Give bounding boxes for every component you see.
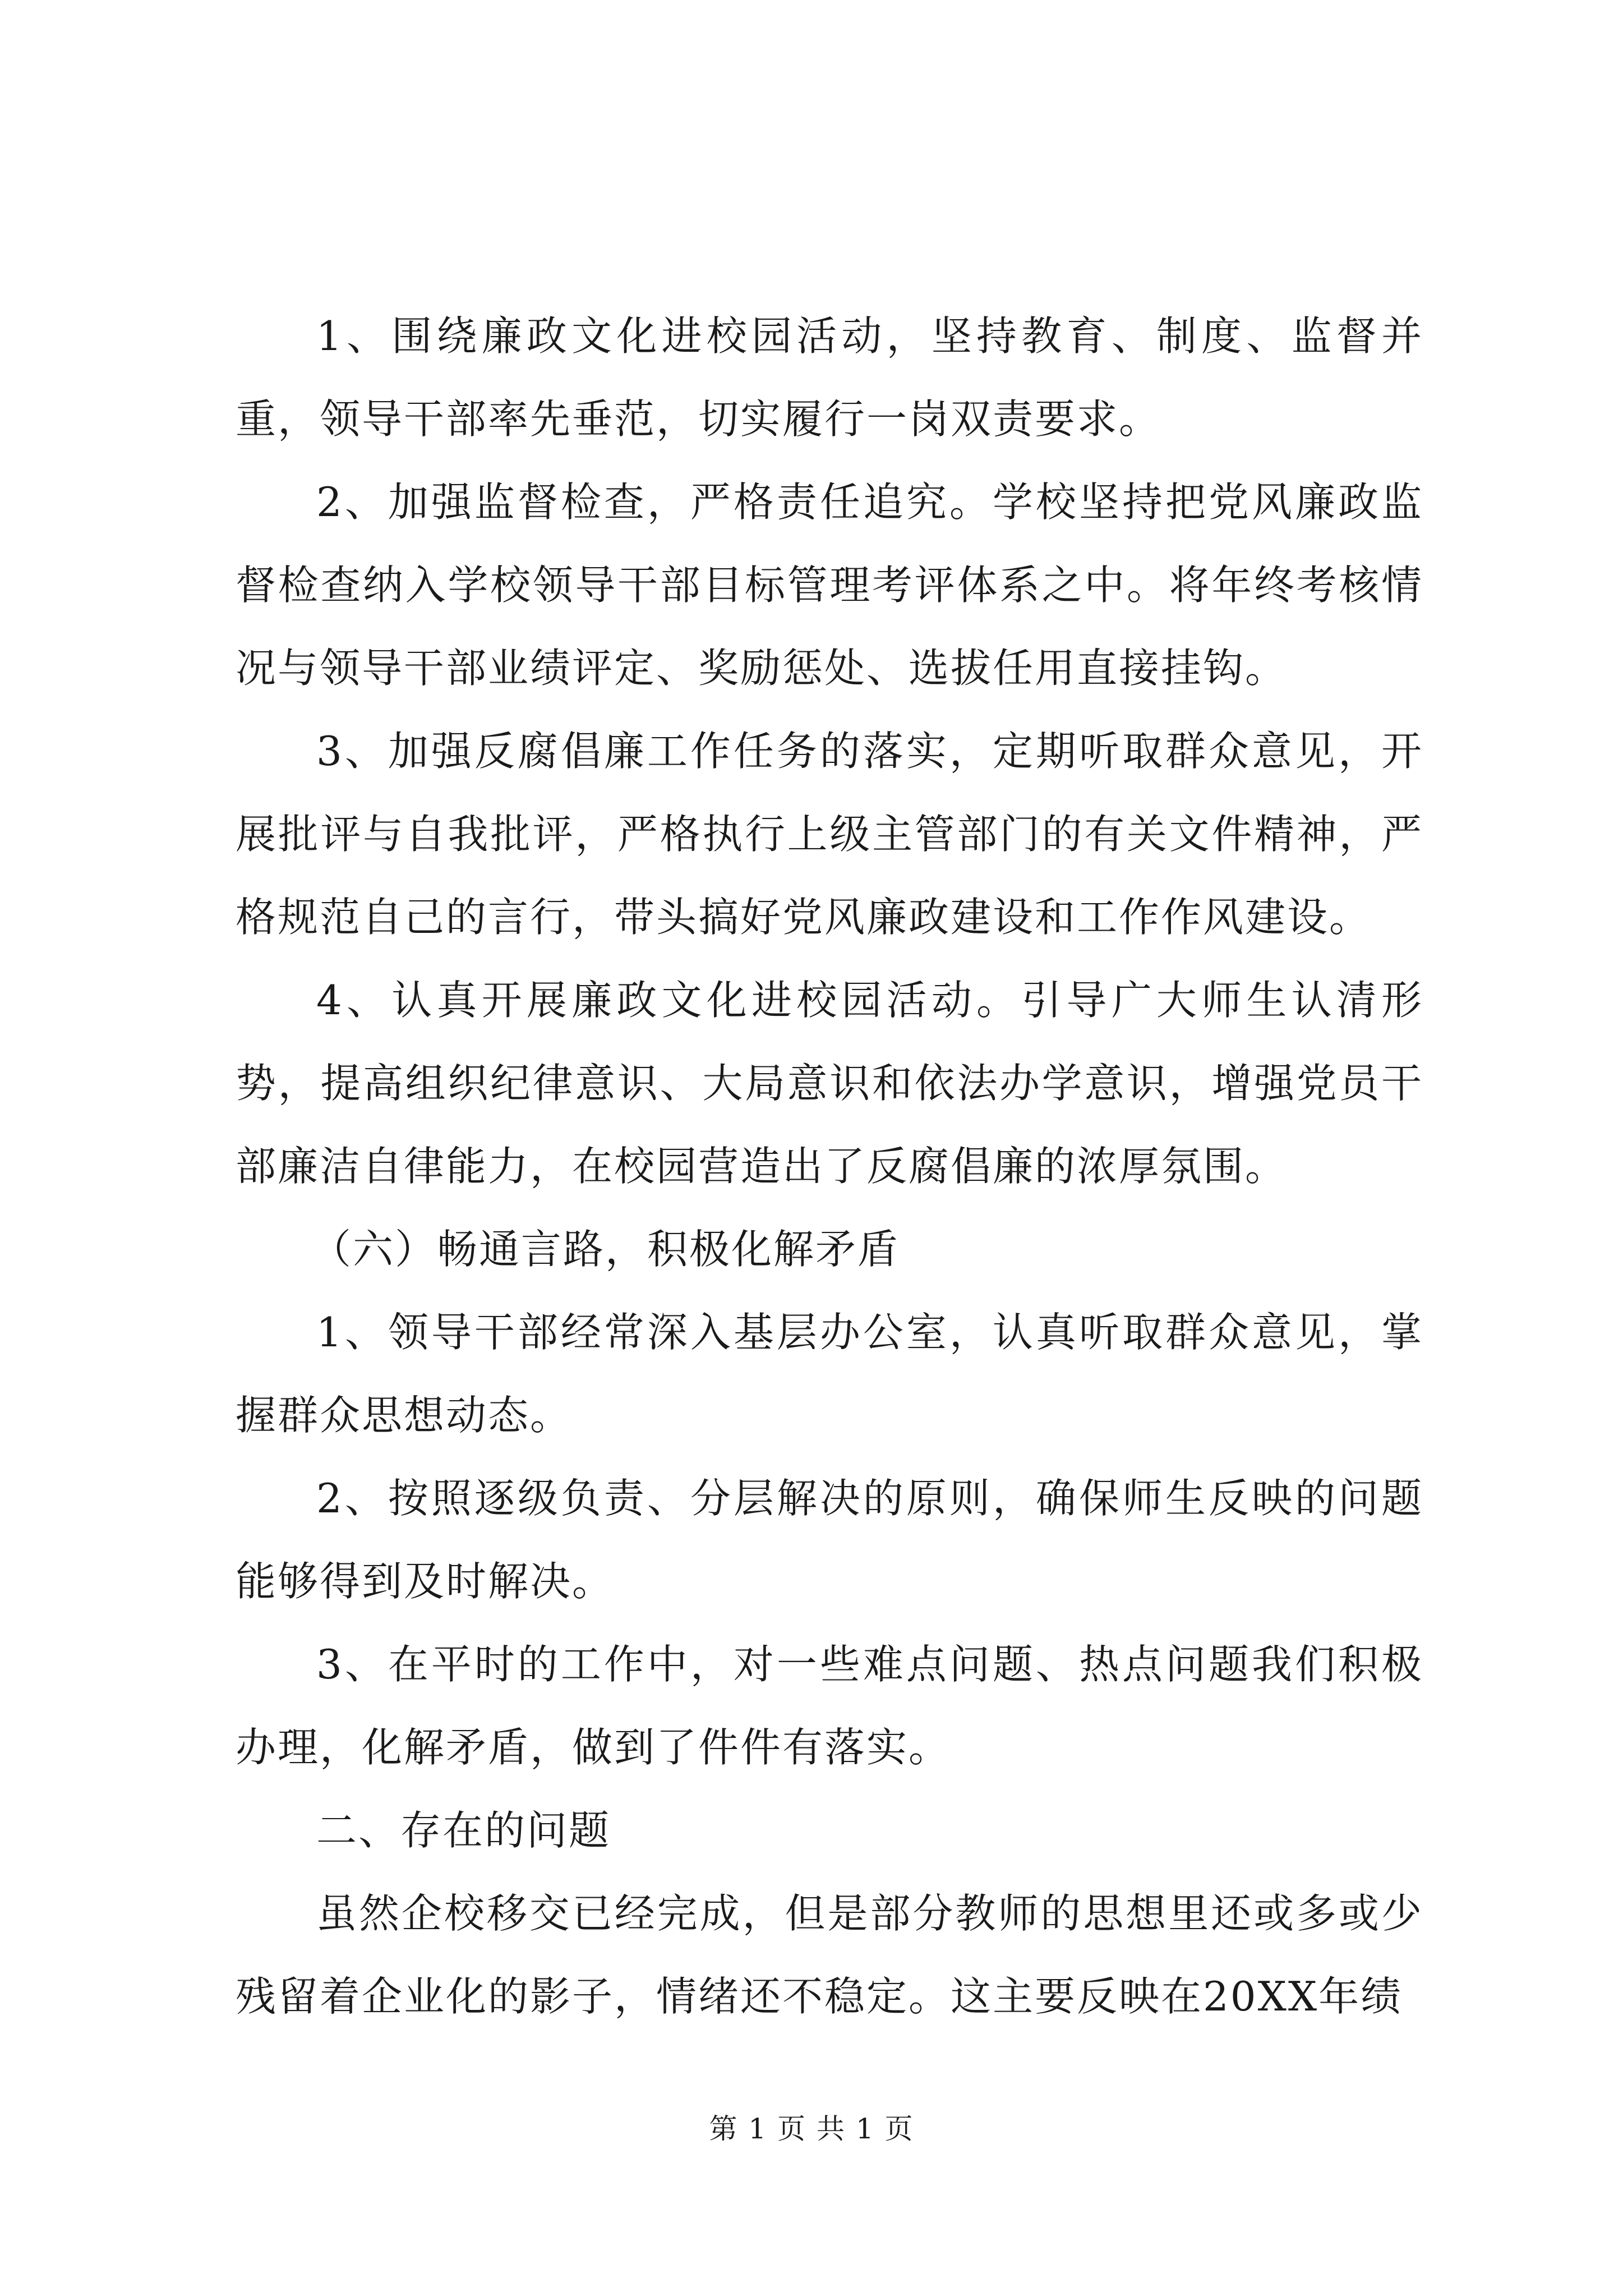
- page-footer: 第 1 页 共 1 页: [709, 2113, 914, 2145]
- paragraph-8: 虽然企校移交已经完成，但是部分教师的思想里还或多或少残留着企业化的影子，情绪还不稳定。这主要反映在20XX年绩: [236, 1890, 1423, 2020]
- paragraph-5: 1、领导干部经常深入基层办公室，认真听取群众意见，掌握群众思想动态。: [236, 1309, 1423, 1439]
- paragraph-6: 2、按照逐级负责、分层解决的原则，确保师生反映的问题能够得到及时解决。: [236, 1475, 1423, 1605]
- section-heading-problems: 二、存在的问题: [316, 1807, 611, 1854]
- paragraph-3: 3、加强反腐倡廉工作任务的落实，定期听取群众意见，开展批评与自我批评，严格执行上级主管部门的有关文件精神，严格规范自己的言行，带头搞好党风廉政建设和工作作风建设。: [236, 728, 1423, 941]
- section-heading-6: （六）畅通言路，积极化解矛盾: [311, 1226, 900, 1273]
- paragraph-2: 2、加强监督检查，严格责任追究。学校坚持把党风廉政监督检查纳入学校领导干部目标管理考评体系之中。将年终考核情况与领导干部业绩评定、奖励惩处、选拔任用直接挂钩。: [236, 478, 1423, 692]
- paragraph-7: 3、在平时的工作中，对一些难点问题、热点问题我们积极办理，化解矛盾，做到了件件有落实。: [236, 1641, 1423, 1771]
- document-body: [236, 295, 1423, 2038]
- paragraph-1: 1、围绕廉政文化进校园活动，坚持教育、制度、监督并重，领导干部率先垂范，切实履行一岗双责要求。: [236, 312, 1423, 443]
- paragraph-4: 4、认真开展廉政文化进校园活动。引导广大师生认清形势，提高组织纪律意识、大局意识和依法办学意识，增强党员干部廉洁自律能力，在校园营造出了反腐倡廉的浓厚氛围。: [236, 977, 1423, 1190]
